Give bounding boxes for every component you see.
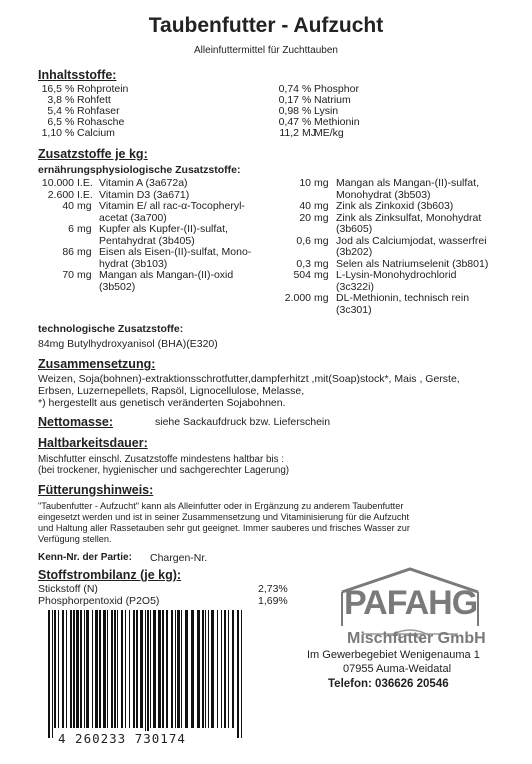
barcode-bar (211, 610, 214, 728)
zusatz-left-unit: mg (77, 246, 92, 258)
barcode-bar (62, 610, 64, 728)
barcode-bar (111, 610, 113, 728)
zusatz-left-row (38, 247, 251, 259)
zusatz-right-row (275, 236, 488, 248)
barcode-bar (140, 610, 143, 728)
zusatz-right-unit: mg (314, 200, 329, 212)
inhalt-left-value: 6,5 (47, 116, 62, 128)
zusatz-right-name-continued: (3c322i) (336, 280, 374, 293)
barcode-bar (158, 610, 161, 728)
barcode-bar (95, 610, 98, 728)
barcode-bar (162, 610, 164, 728)
barcode-bar (99, 610, 101, 728)
barcode-bar (86, 610, 89, 728)
zusatz-right-unit: mg (314, 211, 329, 224)
inhalt-left-row (38, 128, 128, 139)
inhalt-left-unit: % (65, 94, 75, 106)
zusatz-left-value: 2.600 (47, 188, 74, 201)
zusatz-right-row (275, 213, 488, 225)
zusatzstoffe-right-list (275, 178, 488, 316)
barcode-bar (175, 610, 176, 728)
stoffstrom-value-2: 1,69% (258, 595, 288, 607)
inhalt-right-name: Methionin (314, 116, 360, 128)
barcode-bar (191, 610, 194, 728)
zusatz-left-name-continued: acetat (3a700) (99, 211, 167, 224)
zusatz-right-name: Zink als Zinksulfat, Monohydrat (336, 211, 482, 224)
inhalt-left-name: Calcium (77, 127, 115, 139)
barcode-bar (197, 610, 200, 728)
stoffstrom-heading: Stoffstrombilanz (je kg): (38, 568, 182, 582)
inhalt-right-row (275, 128, 360, 139)
barcode-bar (145, 610, 146, 738)
zusatz-right-row-continued (275, 247, 488, 259)
inhalt-right-value: 0,17 (278, 94, 299, 106)
inhalt-left-value: 1,10 (41, 127, 62, 139)
inhalt-left-name: Rohprotein (77, 83, 129, 95)
zusatz-right-name: Zink als Zinkoxid (3b603) (336, 200, 454, 212)
barcode-bar (84, 610, 85, 728)
inhalt-right-name: Lysin (314, 105, 339, 117)
zusatz-left-value: 70 (62, 269, 74, 281)
inhalt-left-unit: % (65, 127, 75, 139)
zusatz-left-unit: mg (77, 223, 92, 235)
haltbarkeit-heading: Haltbarkeitsdauer: (38, 436, 148, 450)
inhalt-left-name: Rohasche (77, 116, 125, 128)
zusatz-left-value: 6 (68, 223, 74, 235)
barcode-bar (73, 610, 75, 728)
zusatz-left-name: Vitamin D3 (3a671) (99, 188, 190, 201)
barcode-bar (205, 610, 206, 728)
barcode-bar (52, 610, 53, 738)
nettomasse-heading: Nettomasse: (38, 415, 114, 429)
barcode-bar (241, 610, 242, 738)
barcode-bar (66, 610, 67, 728)
inhalt-right-unit: % (302, 116, 312, 128)
barcode-bar (92, 610, 93, 728)
zusatz-left-value: 40 (62, 200, 74, 212)
inhalt-right-unit: % (302, 94, 312, 106)
inhalt-right-unit: MJ (302, 127, 316, 139)
zusatz-right-value: 40 (299, 200, 311, 212)
barcode-bar (147, 610, 149, 738)
barcode-bar (185, 610, 188, 728)
zusatz-left-row-continued (38, 282, 251, 294)
zusatz-right-value: 2.000 (284, 292, 311, 304)
zusatz-left-name: Kupfer als Kupfer-(II)-sulfat, (99, 223, 228, 235)
zusatz-right-unit: mg (314, 257, 329, 270)
zusatz-left-name-continued: Pentahydrat (3b405) (99, 234, 195, 247)
inhaltsstoffe-heading: Inhaltsstoffe: (38, 68, 117, 82)
zusatz-right-name-continued: Monohydrat (3b503) (336, 188, 431, 201)
barcode-bar (133, 610, 135, 728)
zusatz-left-name-continued: hydrat (3b103) (99, 257, 168, 270)
barcode-bar (76, 610, 79, 728)
nettomasse-text: siehe Sackaufdruck bzw. Lieferschein (155, 416, 331, 428)
zusatz-right-unit: mg (314, 234, 329, 247)
barcode-bar (103, 610, 106, 728)
zusatz-right-row-continued (275, 305, 488, 317)
barcode (44, 610, 249, 740)
inhalt-right-name: Natrium (314, 94, 351, 106)
inhalt-right-unit: % (302, 105, 312, 117)
inhalt-right-value: 0,74 (278, 83, 299, 95)
barcode-bar (217, 610, 218, 728)
inhalt-left-value: 16,5 (41, 83, 62, 95)
barcode-bar (48, 610, 50, 738)
barcode-bar (114, 610, 116, 728)
barcode-bar (221, 610, 222, 728)
barcode-bar (136, 610, 138, 728)
zusatzstoffe-heading: Zusatzstoffe je kg: (38, 147, 148, 161)
fuetterung-line-4: Verfügung stellen. (38, 534, 112, 544)
inhaltsstoffe-left-list (38, 84, 128, 139)
haltbarkeit-line-1: Mischfutter einschl. Zusatzstoffe mindestens haltbar bis : (38, 454, 284, 465)
company-phone: Telefon: 036626 20546 (328, 678, 449, 690)
zusatz-left-name: Vitamin A (3a672a) (99, 177, 188, 189)
stoffstrom-name-1: Stickstoff (N) (38, 583, 98, 595)
partie-label: Kenn-Nr. der Partie: (38, 552, 132, 563)
zusatz-left-unit: I.E. (77, 177, 93, 189)
zusatz-right-name: L-Lysin-Monohydrochlorid (336, 269, 457, 281)
document-subtitle: Alleinfuttermittel für Zuchttauben (194, 45, 338, 56)
barcode-bar (129, 610, 130, 728)
barcode-bar (181, 610, 182, 728)
zusatz-right-value: 20 (299, 211, 311, 224)
barcode-bar (171, 610, 173, 728)
inhalt-left-unit: % (65, 105, 75, 117)
barcode-bar (150, 610, 151, 728)
zusatz-left-row (38, 224, 251, 236)
company-address-1: Im Gewerbegebiet Wenigenauma 1 (307, 649, 480, 661)
zusatz-right-row (275, 293, 488, 305)
company-logo-text: PAFAHG (344, 584, 478, 622)
zusatz-right-value: 10 (299, 177, 311, 189)
zusammensetzung-heading: Zusammensetzung: (38, 357, 156, 371)
barcode-bar (202, 610, 204, 728)
zusatz-right-value: 0,3 (296, 257, 311, 270)
inhalt-left-value: 5,4 (47, 105, 62, 117)
haltbarkeit-line-2: (bei trockener, hygienischer und sachgerechter Lagerung) (38, 465, 290, 476)
inhalt-left-name: Rohfaser (77, 105, 120, 117)
zusatz-left-unit: I.E. (77, 188, 93, 201)
inhalt-left-value: 3,8 (47, 94, 62, 106)
fuetterung-line-2: eingesetzt werden und ist in seiner Zusammensetzung und Vitaminisierung für die Aufzucht (38, 512, 410, 522)
zusatz-left-unit: mg (77, 200, 92, 212)
zusatz-right-name: Jod als Calciumjodat, wasserfrei (336, 234, 487, 247)
zusatz-left-row (38, 178, 251, 190)
barcode-number: 4 260233 730174 (58, 731, 186, 746)
barcode-bar (237, 610, 239, 738)
barcode-bar (166, 610, 168, 728)
barcode-bar (232, 610, 234, 728)
fuetterung-line-1: "Taubenfutter - Aufzucht" kann als Alleinfutter oder in Ergänzung zu anderem Taubenfutter (38, 501, 404, 511)
zusatz-right-value: 0,6 (296, 234, 311, 247)
barcode-bar (125, 610, 126, 728)
barcode-bar (80, 610, 82, 728)
barcode-bar (153, 610, 156, 728)
zusammensetzung-line-1: Weizen, Soja(bohnen)-extraktionsschrotfutter,dampferhitzt ,mit(Soap)stock*, Mais , Gerste, (38, 373, 460, 385)
technologische-text: 84mg Butylhydroxyanisol (BHA)(E320) (38, 338, 218, 350)
inhalt-right-unit: % (302, 83, 312, 95)
zusatz-right-row (275, 201, 488, 213)
inhalt-left-name: Rohfett (77, 94, 111, 106)
stoffstrom-name-2: Phosphorpentoxid (P2O5) (38, 595, 160, 607)
inhalt-right-value: 0,47 (278, 116, 299, 128)
inhalt-right-name: Phosphor (314, 83, 359, 95)
inhalt-left-unit: % (65, 116, 75, 128)
zusatzstoffe-left-list (38, 178, 251, 293)
inhalt-left-unit: % (65, 83, 75, 95)
zusatz-right-name-continued: (3b202) (336, 246, 373, 258)
barcode-bar (117, 610, 118, 728)
ernaehrungsphysiologisch-subheading: ernährungsphysiologische Zusatzstoffe: (38, 164, 241, 176)
zusatz-left-name-continued: (3b502) (99, 280, 136, 293)
document-title: Taubenfutter - Aufzucht (148, 14, 384, 37)
barcode-bar (121, 610, 123, 728)
zusatz-right-row (275, 178, 488, 190)
zusatz-left-value: 86 (62, 246, 74, 258)
zusatz-right-unit: mg (314, 292, 329, 304)
zusatz-left-value: 10.000 (41, 177, 74, 189)
zusatz-right-value: 504 (293, 269, 311, 281)
zusatz-left-name: Mangan als Mangan-(II)-oxid (99, 269, 234, 281)
zusatz-right-name: Mangan als Mangan-(II)-sulfat, (336, 177, 479, 189)
zusatz-left-unit: mg (77, 269, 92, 281)
zusatz-right-unit: mg (314, 177, 329, 189)
zusatz-right-row-continued (275, 224, 488, 236)
partie-value: Chargen-Nr. (150, 552, 208, 564)
zusammensetzung-line-2: Erbsen, Luzernepellets, Rapsöl, Lignocellulose, Melasse, (38, 385, 305, 397)
barcode-bar (107, 610, 108, 728)
zusatz-right-name: DL-Methionin, technisch rein (336, 292, 470, 304)
barcode-bar (228, 610, 229, 728)
company-name: Mischfutter GmbH (347, 630, 486, 647)
company-address-2: 07955 Auma-Weidatal (343, 663, 452, 675)
zusatz-left-row (38, 201, 251, 213)
technologische-subheading: technologische Zusatzstoffe: (38, 323, 184, 335)
inhaltsstoffe-right-list (275, 84, 360, 139)
inhalt-right-name: ME/kg (314, 127, 344, 139)
barcode-bar (58, 610, 59, 728)
barcode-bar (224, 610, 226, 728)
zusatz-right-name-continued: (3b605) (336, 223, 373, 235)
stoffstrom-value-1: 2,73% (258, 583, 288, 595)
zusammensetzung-line-3: *) hergestellt aus genetisch veränderten Sojabohnen. (38, 397, 286, 409)
zusatz-right-name-continued: (3c301) (336, 303, 372, 316)
zusatz-right-name: Selen als Natriumselenit (3b801) (336, 257, 489, 270)
zusatz-right-unit: mg (314, 269, 329, 281)
barcode-bar (208, 610, 209, 728)
zusatz-left-name: Vitamin E/ all rac-α-Tocopheryl- (99, 200, 245, 212)
fuetterung-line-3: und Haltung aller Rassetauben sehr gut geeignet. Immer sauberes und frisches Wasser zur (38, 523, 410, 533)
fuetterung-heading: Fütterungshinweis: (38, 483, 154, 497)
zusatz-right-row (275, 270, 488, 282)
zusatz-left-name: Eisen als Eisen-(II)-sulfat, Mono- (99, 246, 252, 258)
barcode-bar (177, 610, 180, 728)
barcode-bar (54, 610, 56, 728)
barcode-bar (70, 610, 72, 728)
inhalt-right-value: 11,2 (279, 127, 299, 139)
zusatz-left-row (38, 270, 251, 282)
inhalt-right-value: 0,98 (278, 105, 299, 117)
